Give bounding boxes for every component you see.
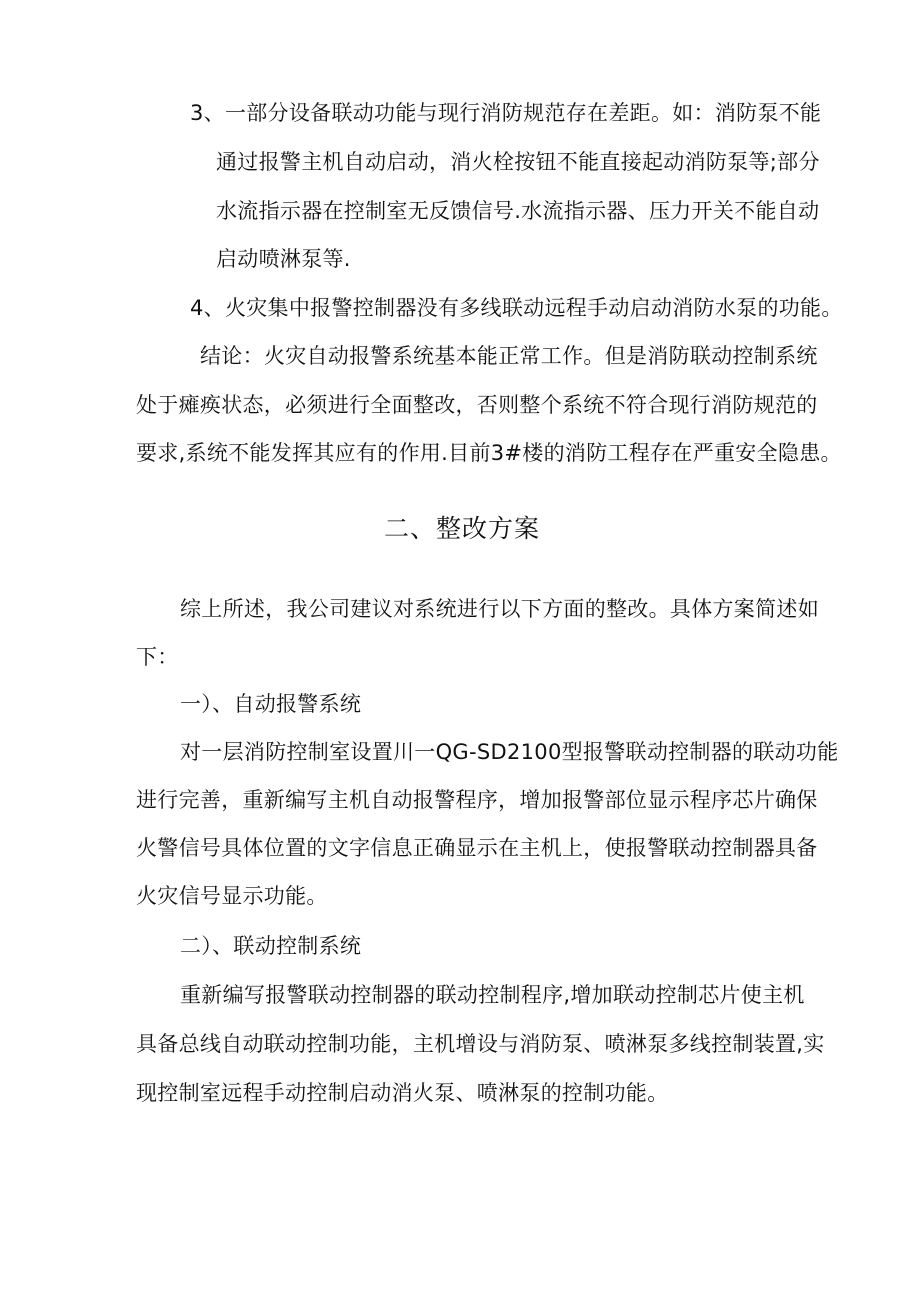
item3-line-4: 启动喷淋泵等. xyxy=(216,247,351,271)
sub1-line-2: 进行完善，重新编写主机自动报警程序，增加报警部位显示程序芯片确保 xyxy=(136,788,818,812)
sub2-title: 二）、联动控制系统 xyxy=(180,934,362,958)
intro-line-1: 综上所述，我公司建议对系统进行以下方面的整改。具体方案简述如 xyxy=(180,597,819,621)
conclusion-line-1: 结论：火灾自动报警系统基本能正常工作。但是消防联动控制系统 xyxy=(200,344,818,368)
sub1-line-3: 火警信号具体位置的文字信息正确显示在主机上，使报警联动控制器具备 xyxy=(136,836,818,860)
sub1-title: 一）、自动报警系统 xyxy=(180,692,362,716)
sub2-line-3: 现控制室远程手动控制启动消火泵、喷淋泵的控制功能。 xyxy=(136,1081,669,1105)
item4-line: 4、火灾集中报警控制器没有多线联动远程手动启动消防水泵的功能。 xyxy=(190,296,843,320)
conclusion-line-3: 要求,系统不能发挥其应有的作用.目前3#楼的消防工程存在严重安全隐患。 xyxy=(136,441,842,465)
sub2-line-2: 具备总线自动联动控制功能，主机增设与消防泵、喷淋泵多线控制装置,实 xyxy=(136,1032,825,1056)
section-title: 二、整改方案 xyxy=(384,514,541,543)
item3-line-1: 3、一部分设备联动功能与现行消防规范存在差距。如：消防泵不能 xyxy=(190,101,822,125)
sub2-line-1: 重新编写报警联动控制器的联动控制程序,增加联动控制芯片使主机 xyxy=(180,983,805,1007)
sub1-line-4: 火灾信号显示功能。 xyxy=(136,884,328,908)
intro-line-2: 下： xyxy=(136,645,179,669)
item3-line-3: 水流指示器在控制室无反馈信号.水流指示器、压力开关不能自动 xyxy=(216,199,820,223)
sub1-line-1: 对一层消防控制室设置川一QG-SD2100型报警联动控制器的联动功能 xyxy=(180,740,839,764)
conclusion-line-2: 处于瘫痪状态，必须进行全面整改，否则整个系统不符合现行消防规范的 xyxy=(136,393,818,417)
item3-line-2: 通过报警主机自动启动，消火栓按钮不能直接起动消防泵等;部分 xyxy=(216,150,820,174)
